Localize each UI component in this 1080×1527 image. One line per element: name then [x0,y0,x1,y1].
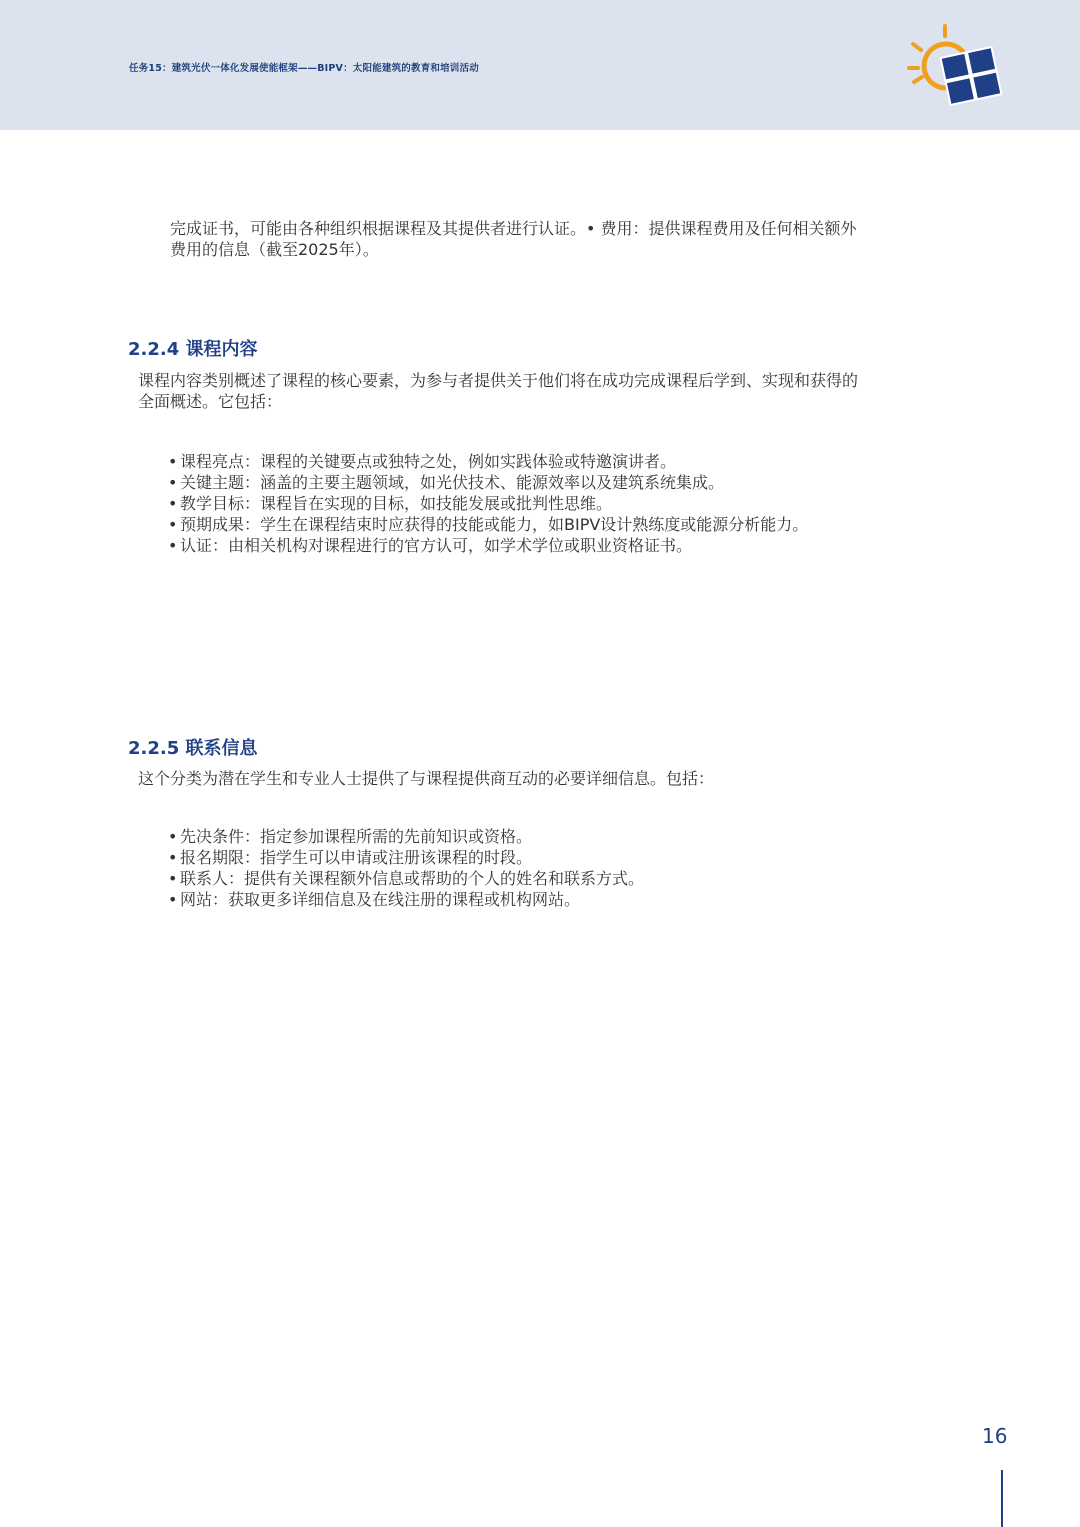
bullet-icon: • [168,536,178,555]
bullet-icon: • [168,473,178,492]
bullet-icon: • [168,515,178,534]
section-2-2-5-description: 这个分类为潜在学生和专业人士提供了与课程提供商互动的必要详细信息。包括： [138,769,715,788]
list-item: • 预期成果：学生在课程结束时应获得的技能或能力，如BIPV设计熟练度或能源分析能力。 [168,515,809,534]
list-item: • 教学目标：课程旨在实现的目标，如技能发展或批判性思维。 [168,494,613,513]
section-2-2-4-description-line-1: 课程内容类别概述了课程的核心要素，为参与者提供关于他们将在成功完成课程后学到、实现和获得的 [138,371,859,390]
contact-info-list [168,826,644,910]
page-rule-divider [1001,1470,1003,1527]
bullet-icon: • [168,890,178,909]
course-content-list [168,451,808,556]
list-item: • 报名期限：指学生可以申请或注册该课程的时段。 [168,848,533,867]
list-item: • 网站：获取更多详细信息及在线注册的课程或机构网站。 [168,890,581,909]
section-2-2-4-description-line-2: 全面概述。它包括： [138,392,283,411]
list-item: • 关键主题：涵盖的主要主题领域，如光伏技术、能源效率以及建筑系统集成。 [168,473,725,492]
bullet-icon: • [168,494,178,513]
intro-line-2: 费用的信息（截至2025年）。 [170,240,379,259]
page-number: 16 [982,1424,1008,1448]
header-band [0,0,1080,130]
section-heading-2-2-5: 2.2.5 联系信息 [128,738,258,759]
list-item: • 联系人：提供有关课程额外信息或帮助的个人的姓名和联系方式。 [168,869,645,888]
intro-line-1: 完成证书，可能由各种组织根据课程及其提供者进行认证。• 费用：提供课程费用及任何相关额外 [170,219,857,238]
bullet-icon: • [168,848,178,867]
solar-panel-sun-icon [905,24,1005,114]
bullet-icon: • [168,452,178,471]
document-header-title: 任务15：建筑光伏一体化发展使能框架——BIPV：太阳能建筑的教育和培训活动 [129,63,479,74]
list-item: • 课程亮点：课程的关键要点或独特之处，例如实践体验或特邀演讲者。 [168,452,677,471]
list-item: • 先决条件：指定参加课程所需的先前知识或资格。 [168,827,533,846]
bullet-icon: • [168,869,178,888]
list-item: • 认证：由相关机构对课程进行的官方认可，如学术学位或职业资格证书。 [168,536,693,555]
bullet-icon: • [168,827,178,846]
section-heading-2-2-4: 2.2.4 课程内容 [128,339,258,360]
